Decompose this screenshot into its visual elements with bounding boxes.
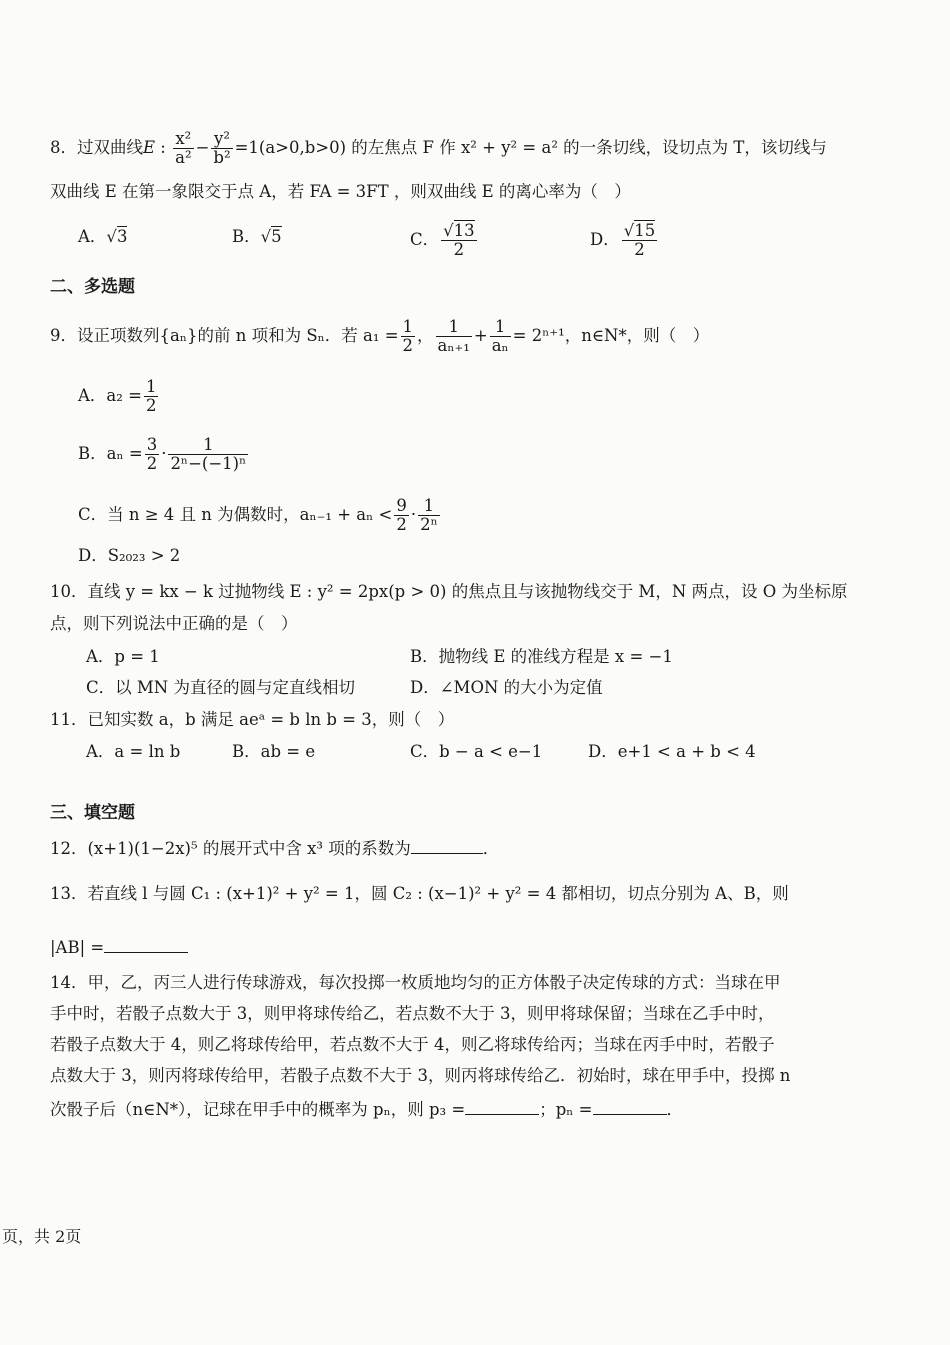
frac-den: 2 <box>396 515 407 534</box>
q14-end: ． <box>666 1100 683 1119</box>
section-fill-blank-title: 三、填空题 <box>50 803 135 823</box>
q10-option-c: C．以 MN 为直径的圆与定直线相切 <box>86 678 355 697</box>
q10-line1: 10．直线 y = kx − k 过抛物线 E : y² = 2px(p > 0) 的焦点且与该抛物线交于 M，N 两点，设 O 为坐标原 <box>50 582 848 601</box>
option-text: 当 n ≥ 4 且 n 为偶数时，aₙ₋₁ + aₙ < <box>107 505 393 524</box>
q11-option-a: A．a = ln b <box>86 742 181 761</box>
q8-prefix: 8．过双曲线 <box>50 138 143 157</box>
option-label: A． <box>78 386 107 405</box>
frac-1-an <box>490 318 511 355</box>
answer-blank[interactable] <box>104 934 188 953</box>
q9-option-b: B．aₙ = $\frac{3}{2}$ · $\frac{1}{\text{2ⁿ−(−1)ⁿ}}$ <box>78 435 247 473</box>
frac-den: b² <box>213 148 231 167</box>
q8-option-d <box>590 222 659 259</box>
q10-option-d: D．∠MON 的大小为定值 <box>410 678 603 697</box>
q10-line2: 点，则下列说法中正确的是（ ） <box>50 614 298 633</box>
q14-p3-label: 次骰子后（n∈N*），记球在甲手中的概率为 pₙ，则 p₃ = <box>50 1100 466 1119</box>
q12-text: 12．(x+1)(1−2x)⁵ 的展开式中含 x³ 项的系数为 <box>50 839 411 858</box>
frac-num: x² <box>173 130 193 149</box>
frac-3-2 <box>145 436 160 473</box>
frac-sqrt13-2 <box>441 222 477 259</box>
option-label: C． <box>78 505 108 524</box>
answer-blank[interactable] <box>411 835 483 854</box>
q11-option-d: D．e+1 < a + b < 4 <box>588 742 756 761</box>
option-lhs: aₙ = <box>106 444 143 463</box>
q8-eq-tail: =1(a>0,b>0) 的左焦点 F 作 x² + y² = a² 的一条切线，设切点为 T，该切线与 <box>234 138 827 157</box>
frac-num: 1 <box>490 318 511 337</box>
option-label: A． <box>78 227 107 246</box>
q8-option-c <box>410 222 479 259</box>
frac-num: 3 <box>146 435 158 454</box>
q8-line1: 8．过双曲线E : $\frac{\text{x²}}{\text{a²}}$ − $\frac{\text{y²}}{\text{b²}}$ =1(a>0,b>0) 的左焦点 F 作 x² + y² = a² 的一条切线，设切点为 T，该切线与 <box>50 129 827 167</box>
sqrt-icon <box>443 222 475 240</box>
option-label: D． <box>590 230 620 249</box>
frac-num: 1 <box>436 318 472 337</box>
q14-line4: 点数大于 3，则丙将球传给甲，若骰子点数不大于 3，则丙将球传给乙．初始时，球在甲手中，投掷 n <box>50 1066 791 1085</box>
frac-den: aₙ <box>491 336 509 355</box>
frac-den: 2 <box>145 396 157 415</box>
option-num: 15 <box>634 221 656 240</box>
q10-option-a: A．p = 1 <box>86 647 160 666</box>
frac-num: 1 <box>168 436 248 455</box>
frac-den: 2 <box>634 240 645 259</box>
option-label: B． <box>78 444 107 463</box>
option-label: D． <box>78 546 108 565</box>
section-multi-choice-title: 二、多选题 <box>50 277 135 297</box>
frac-den: 2 <box>146 454 158 473</box>
q14-line5 <box>50 1096 683 1122</box>
q11-line1: 11．已知实数 a，b 满足 aeᵃ = b ln b = 3，则（ ） <box>50 710 455 729</box>
frac-num <box>622 222 658 241</box>
frac-num: 9 <box>396 496 407 515</box>
q14-line3: 若骰子点数大于 4，则乙将球传给甲，若点数不大于 4，则乙将球传给丙；当球在丙手中时，若骰子 <box>50 1035 775 1054</box>
q12-end: ． <box>482 839 500 858</box>
frac-num: 1 <box>145 377 157 396</box>
sqrt-icon <box>106 225 127 249</box>
frac-den: 2 <box>402 336 414 355</box>
q11-option-b: B．ab = e <box>232 742 316 761</box>
frac-9-2 <box>394 497 409 534</box>
frac-1-an1 <box>436 318 472 355</box>
q13-ab: |AB| = <box>50 938 105 957</box>
frac-den: aₙ₊₁ <box>437 336 470 355</box>
q9-stem: 9．设正项数列{aₙ}的前 n 项和为 Sₙ．若 a₁ = $\frac{1}{2}$ ， $\frac{1}{\text{aₙ₊₁}}$ + $\frac{1}{\text{aₙ}}$ = 2ⁿ⁺¹，n∈N*，则（ ） <box>50 317 710 355</box>
q8-option-a <box>78 225 127 249</box>
frac-num: y² <box>211 130 232 149</box>
option-label: C． <box>410 230 440 249</box>
frac-den: 2ⁿ−(−1)ⁿ <box>170 454 247 473</box>
frac-num <box>441 222 477 241</box>
frac-sqrt15-2 <box>622 222 658 259</box>
option-num: 13 <box>453 221 475 240</box>
option-value: 3 <box>116 227 128 246</box>
q14-line2: 手中时，若骰子点数大于 3，则甲将球传给乙，若点数不大于 3，则甲将球保留；当球在乙手中时， <box>50 1004 775 1023</box>
q14-line1: 14．甲，乙，丙三人进行传球游戏，每次投掷一枚质地均匀的正方体骰子决定传球的方式：当球在甲 <box>50 973 781 992</box>
option-text: S₂₀₂₃ > 2 <box>107 546 181 565</box>
option-value: 5 <box>271 227 282 246</box>
option-lhs: a₂ = <box>106 386 142 405</box>
q13-line1: 13．若直线 l 与圆 C₁ : (x+1)² + y² = 1，圆 C₂ : (x−1)² + y² = 4 都相切，切点分别为 A、B，则 <box>50 884 789 903</box>
frac-1-2n <box>418 497 440 534</box>
q9-stem-b: = 2ⁿ⁺¹，n∈N*，则（ ） <box>512 326 710 345</box>
q9-stem-a: 9．设正项数列{aₙ}的前 n 项和为 Sₙ．若 a₁ = <box>50 326 399 345</box>
option-label: B． <box>232 227 261 246</box>
frac-y2-b2 <box>211 130 232 167</box>
answer-blank-pn[interactable] <box>593 1096 667 1115</box>
q8-line2: 双曲线 E 在第一象限交于点 A，若 FA = 3FT ，则双曲线 E 的离心率为（ ） <box>50 182 631 201</box>
frac-1-2 <box>401 318 416 355</box>
q10-option-b: B．抛物线 E 的准线方程是 x = −1 <box>410 647 673 666</box>
sqrt-icon <box>261 225 282 249</box>
page-footer: 页，共 2页 <box>2 1227 82 1246</box>
frac-1-2 <box>144 378 159 415</box>
q13-line2 <box>50 934 188 960</box>
q9-option-a <box>78 378 160 415</box>
frac-den: 2 <box>453 240 465 259</box>
q8-option-b <box>232 225 282 249</box>
q8-eq-lhs: E <box>143 138 156 157</box>
answer-blank-p3[interactable] <box>465 1096 539 1115</box>
frac-x2-a2 <box>173 130 193 167</box>
frac-num: 1 <box>418 497 440 516</box>
q14-pn-label: ；pₙ = <box>539 1100 593 1119</box>
sqrt-icon <box>624 222 656 240</box>
q9-option-c: C．当 n ≥ 4 且 n 为偶数时，aₙ₋₁ + aₙ < $\frac{9}{2}$ · $\frac{1}{\text{2ⁿ}}$ <box>78 496 438 534</box>
frac-den: 2ⁿ <box>420 515 438 534</box>
q9-option-d <box>78 544 180 568</box>
q11-option-c: C．b − a < e−1 <box>410 742 543 761</box>
frac-1-2n <box>168 436 248 473</box>
frac-num: 1 <box>402 317 414 336</box>
frac-den: a² <box>175 148 192 167</box>
q12-line <box>50 835 499 861</box>
